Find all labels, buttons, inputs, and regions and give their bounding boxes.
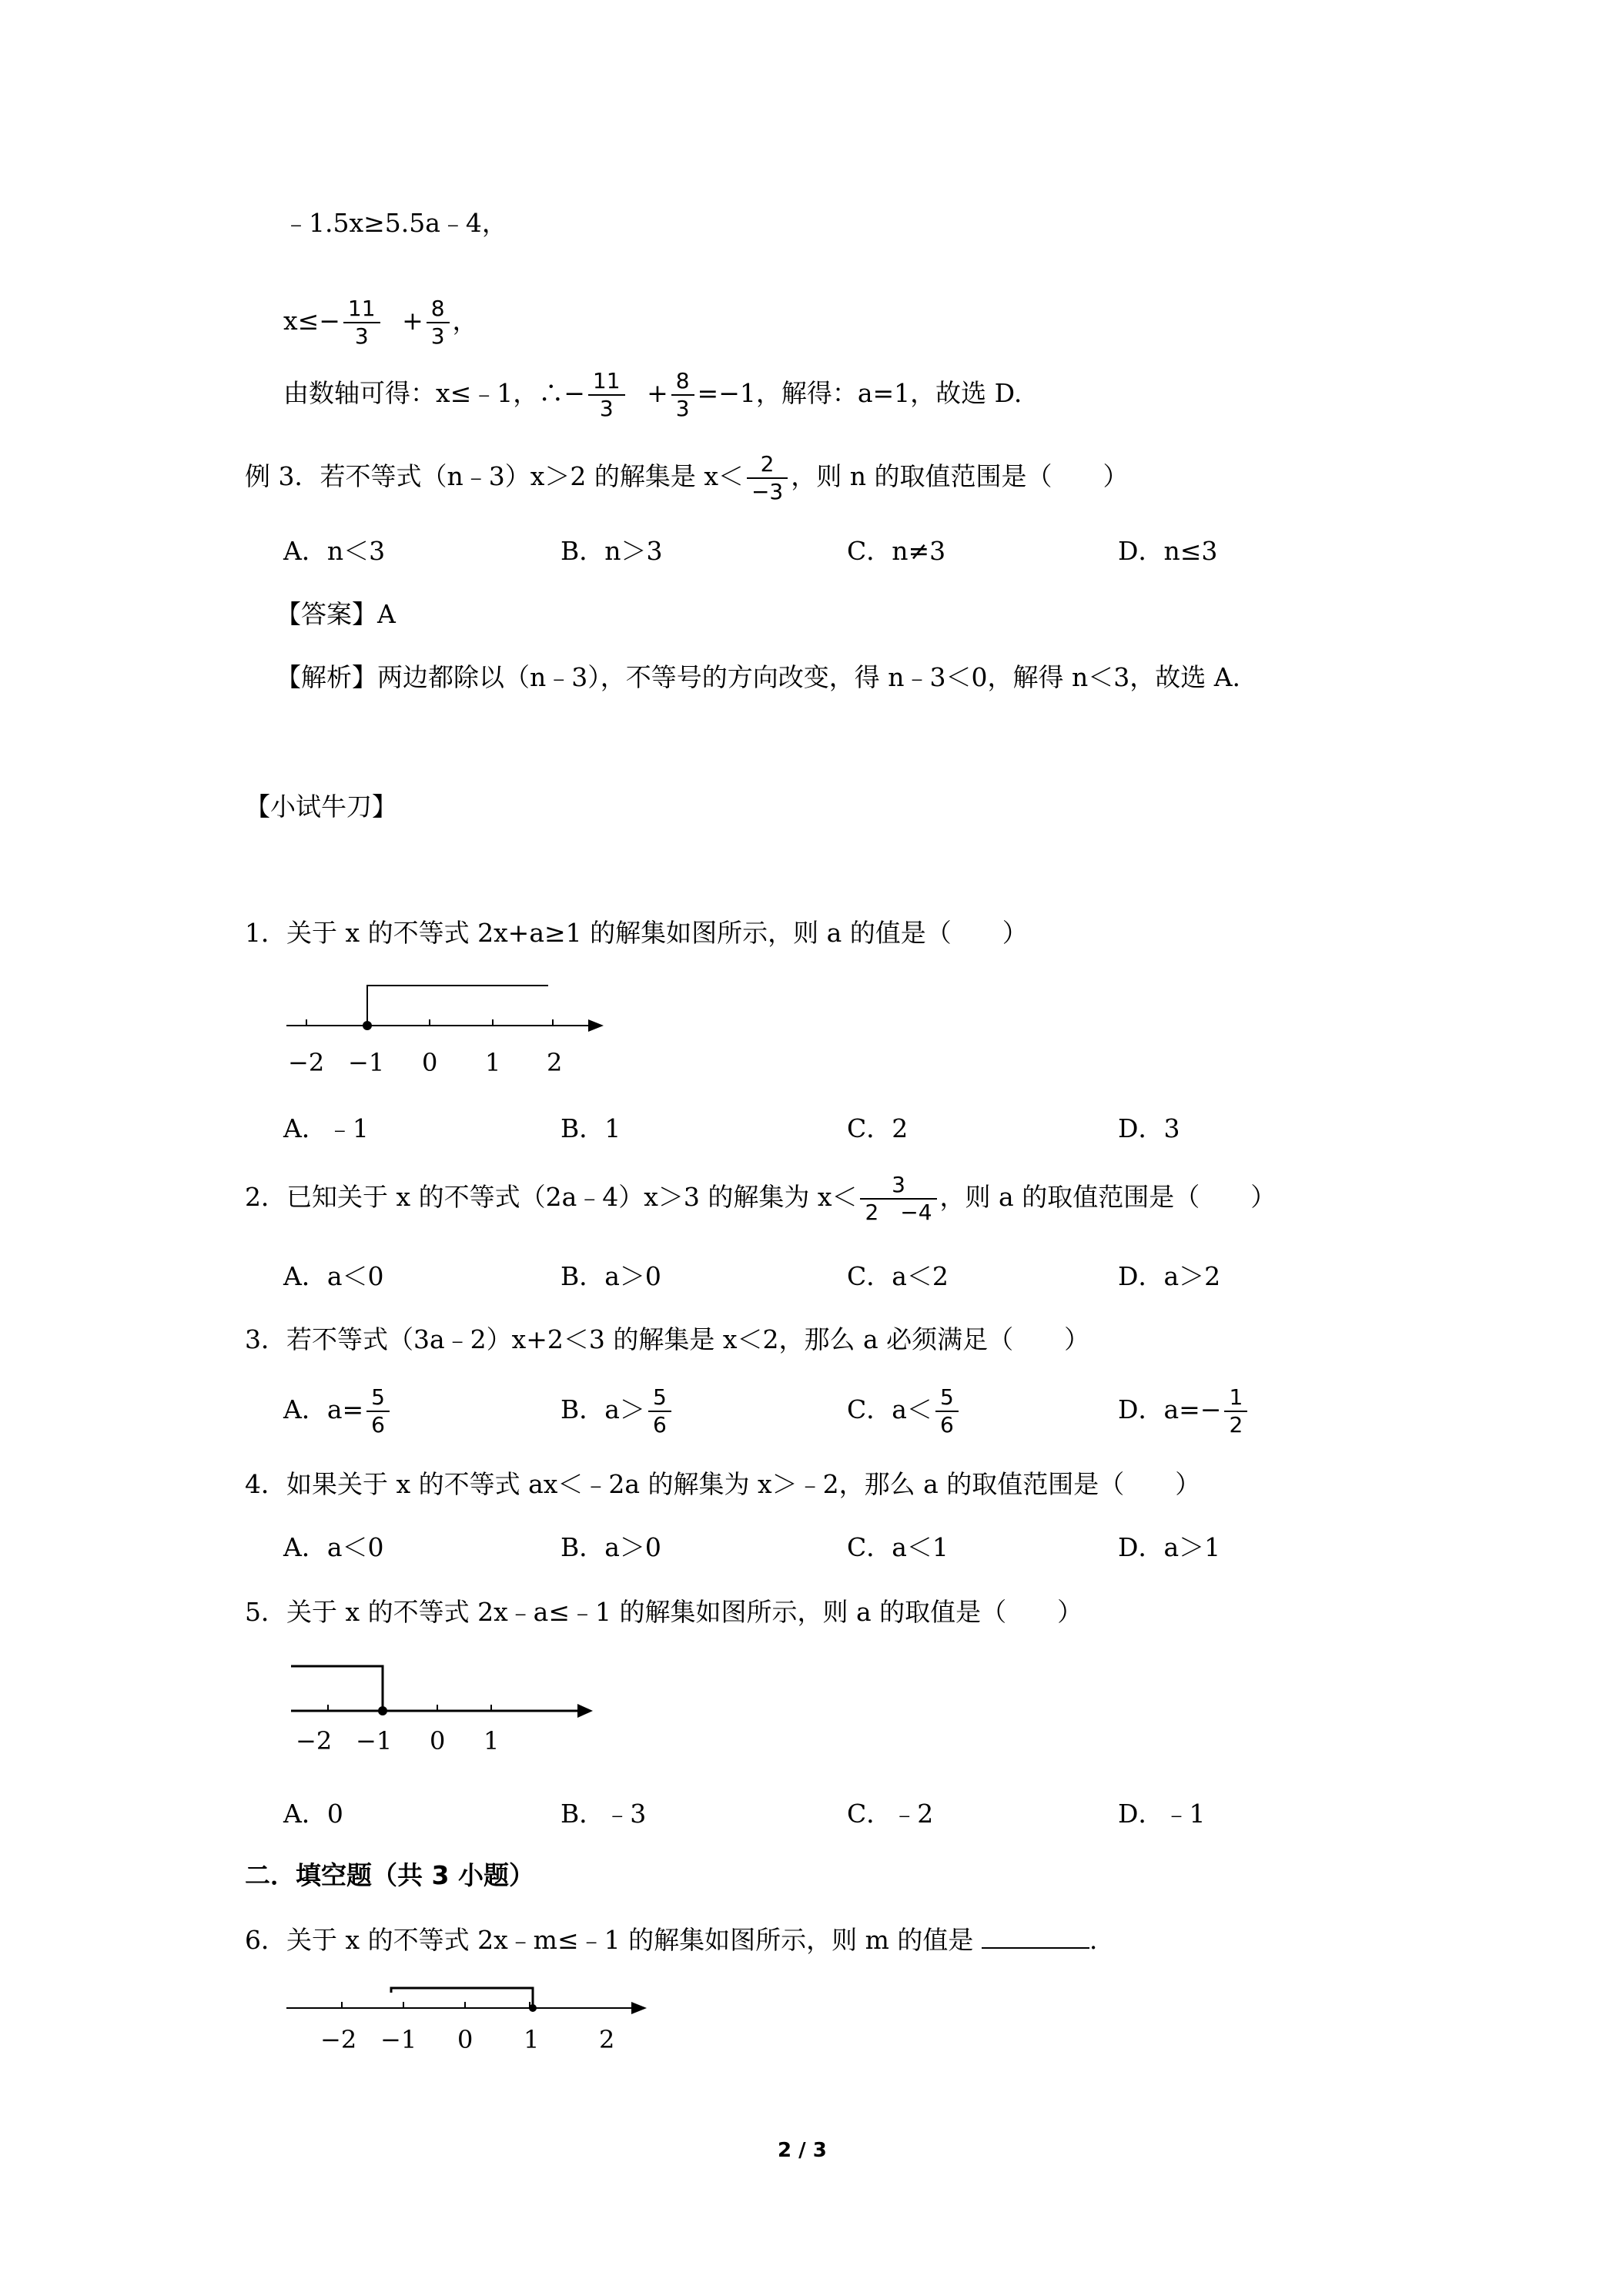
fraction-5-6: $\frac{5}{6}$: [935, 1384, 959, 1438]
q1-option-b: B．1: [561, 1113, 621, 1143]
q2-option-d: D．a＞2: [1118, 1261, 1221, 1291]
fraction-8-3-b: $\frac{8}{3}$: [671, 368, 694, 422]
solution-line-2-prefix: x≤−: [283, 306, 340, 336]
q6-tick-label: 2: [599, 2025, 615, 2054]
q1-option-c: C．2: [847, 1113, 909, 1143]
q6-stem: 6．关于 x 的不等式 2x﹣m≤﹣1 的解集如图所示，则 m 的值是 .: [245, 1925, 1098, 1955]
q4-option-a: A．a＜0: [283, 1532, 384, 1562]
q1-number-line: [277, 976, 616, 1084]
q2-stem: 2．已知关于 x 的不等式（2a﹣4）x＞3 的解集为 x＜ $\frac{3}{2 -4}$ ，则 a 的取值范围是（ ）: [245, 1172, 1277, 1225]
example-3-analysis: 【解析】两边都除以（n﹣3），不等号的方向改变，得 n﹣3＜0，解得 n＜3，故选 A.: [276, 662, 1241, 692]
q1-option-a: A．﹣1: [283, 1113, 369, 1143]
q6-answer-blank[interactable]: [982, 1924, 1089, 1949]
fraction-11-3: $\frac{11}{3}$: [343, 296, 380, 350]
q5-tick-label: −2: [296, 1726, 333, 1755]
q1-tick-label: 1: [485, 1048, 501, 1077]
q5-option-d: D．﹣1: [1118, 1799, 1206, 1829]
solution-line-1: [283, 206, 507, 240]
q1-option-d: D．3: [1118, 1113, 1180, 1143]
fraction-5-6: $\frac{5}{6}$: [366, 1384, 390, 1438]
solution-line-3-prefix: 由数轴可得：x≤﹣1，∴−: [283, 378, 585, 408]
q3-option-c: C．a＜ $\frac{5}{6}$: [847, 1380, 962, 1440]
q1-tick-label: −1: [348, 1048, 385, 1077]
fraction-3-over-2a-4: $\frac{3}{2 -4}$: [860, 1172, 936, 1226]
q4-stem: 4．如果关于 x 的不等式 ax＜﹣2a 的解集为 x＞﹣2，那么 a 的取值范围是（ ）: [245, 1469, 1201, 1499]
q5-option-a: A．0: [283, 1799, 343, 1829]
q4-option-c: C．a＜1: [847, 1532, 949, 1562]
solution-line-3: 由数轴可得：x≤﹣1，∴− $\frac{11}{3}$ + $\frac{8}{3}$ =−1，解得：a=1，故选 D.: [283, 368, 1022, 421]
q4-option-d: D．a＞1: [1118, 1532, 1221, 1562]
example-3-option-b: B．n＞3: [561, 536, 663, 566]
q6-tick-label: −1: [380, 2025, 417, 2054]
q5-stem: 5．关于 x 的不等式 2x﹣a≤﹣1 的解集如图所示，则 a 的取值是（ ）: [245, 1597, 1083, 1627]
q1-tick-label: 2: [547, 1048, 563, 1077]
q6-number-line: [283, 1977, 661, 2062]
example-3-option-d: D．n≤3: [1118, 536, 1218, 566]
q3-option-d: D．a=− $\frac{1}{2}$: [1118, 1380, 1250, 1440]
fraction-5-6: $\frac{5}{6}$: [648, 1384, 671, 1438]
section-fill-heading: 二．填空题（共 3 小题）: [245, 1860, 534, 1890]
example-3-answer: 【答案】A: [276, 599, 396, 629]
q2-option-c: C．a＜2: [847, 1261, 949, 1291]
q6-tick-label: 1: [524, 2025, 540, 2054]
fraction-8-3: $\frac{8}{3}$: [427, 296, 450, 350]
q2-option-b: B．a＞0: [561, 1261, 661, 1291]
q1-tick-label: −2: [288, 1048, 325, 1077]
q6-tick-label: 0: [457, 2025, 474, 2054]
q5-option-c: C．﹣2: [847, 1799, 934, 1829]
q5-tick-label: 0: [430, 1726, 446, 1755]
q3-stem: 3．若不等式（3a﹣2）x+2＜3 的解集是 x＜2，那么 a 必须满足（ ）: [245, 1324, 1090, 1354]
fraction-1-2: $\frac{1}{2}$: [1224, 1384, 1247, 1438]
example-3-stem: 例 3．若不等式（n﹣3）x＞2 的解集是 x＜ $\frac{2}{-3}$ ，则 n 的取值范围是（ ）: [245, 451, 1129, 504]
fraction-2-neg3: $\frac{2}{-3}$: [747, 451, 788, 505]
q1-tick-label: 0: [422, 1048, 438, 1077]
q5-number-line: [285, 1657, 608, 1765]
q5-option-b: B．﹣3: [561, 1799, 647, 1829]
plus-sign: +: [402, 306, 423, 336]
q6-tick-label: −2: [320, 2025, 357, 2054]
example-3-option-a: A．n＜3: [283, 536, 386, 566]
fraction-11-3-b: $\frac{11}{3}$: [588, 368, 625, 422]
solution-line-1-text: ﹣1.5x≥5.5a﹣4，: [283, 208, 507, 238]
page-number: 2 / 3: [778, 2139, 827, 2162]
q3-option-b: B．a＞ $\frac{5}{6}$: [561, 1380, 674, 1440]
section-trial-heading: 【小试牛刀】: [245, 792, 397, 822]
solution-line-2: x≤− $\frac{11}{3}$ + $\frac{8}{3}$ ，: [283, 296, 478, 349]
example-3-option-c: C．n≠3: [847, 536, 946, 566]
q2-option-a: A．a＜0: [283, 1261, 384, 1291]
q1-stem: 1．关于 x 的不等式 2x+a≥1 的解集如图所示，则 a 的值是（ ）: [245, 918, 1028, 948]
q3-option-a: A．a= $\frac{5}{6}$: [283, 1380, 393, 1440]
q4-option-b: B．a＞0: [561, 1532, 661, 1562]
q5-tick-label: −1: [356, 1726, 393, 1755]
q5-tick-label: 1: [484, 1726, 500, 1755]
